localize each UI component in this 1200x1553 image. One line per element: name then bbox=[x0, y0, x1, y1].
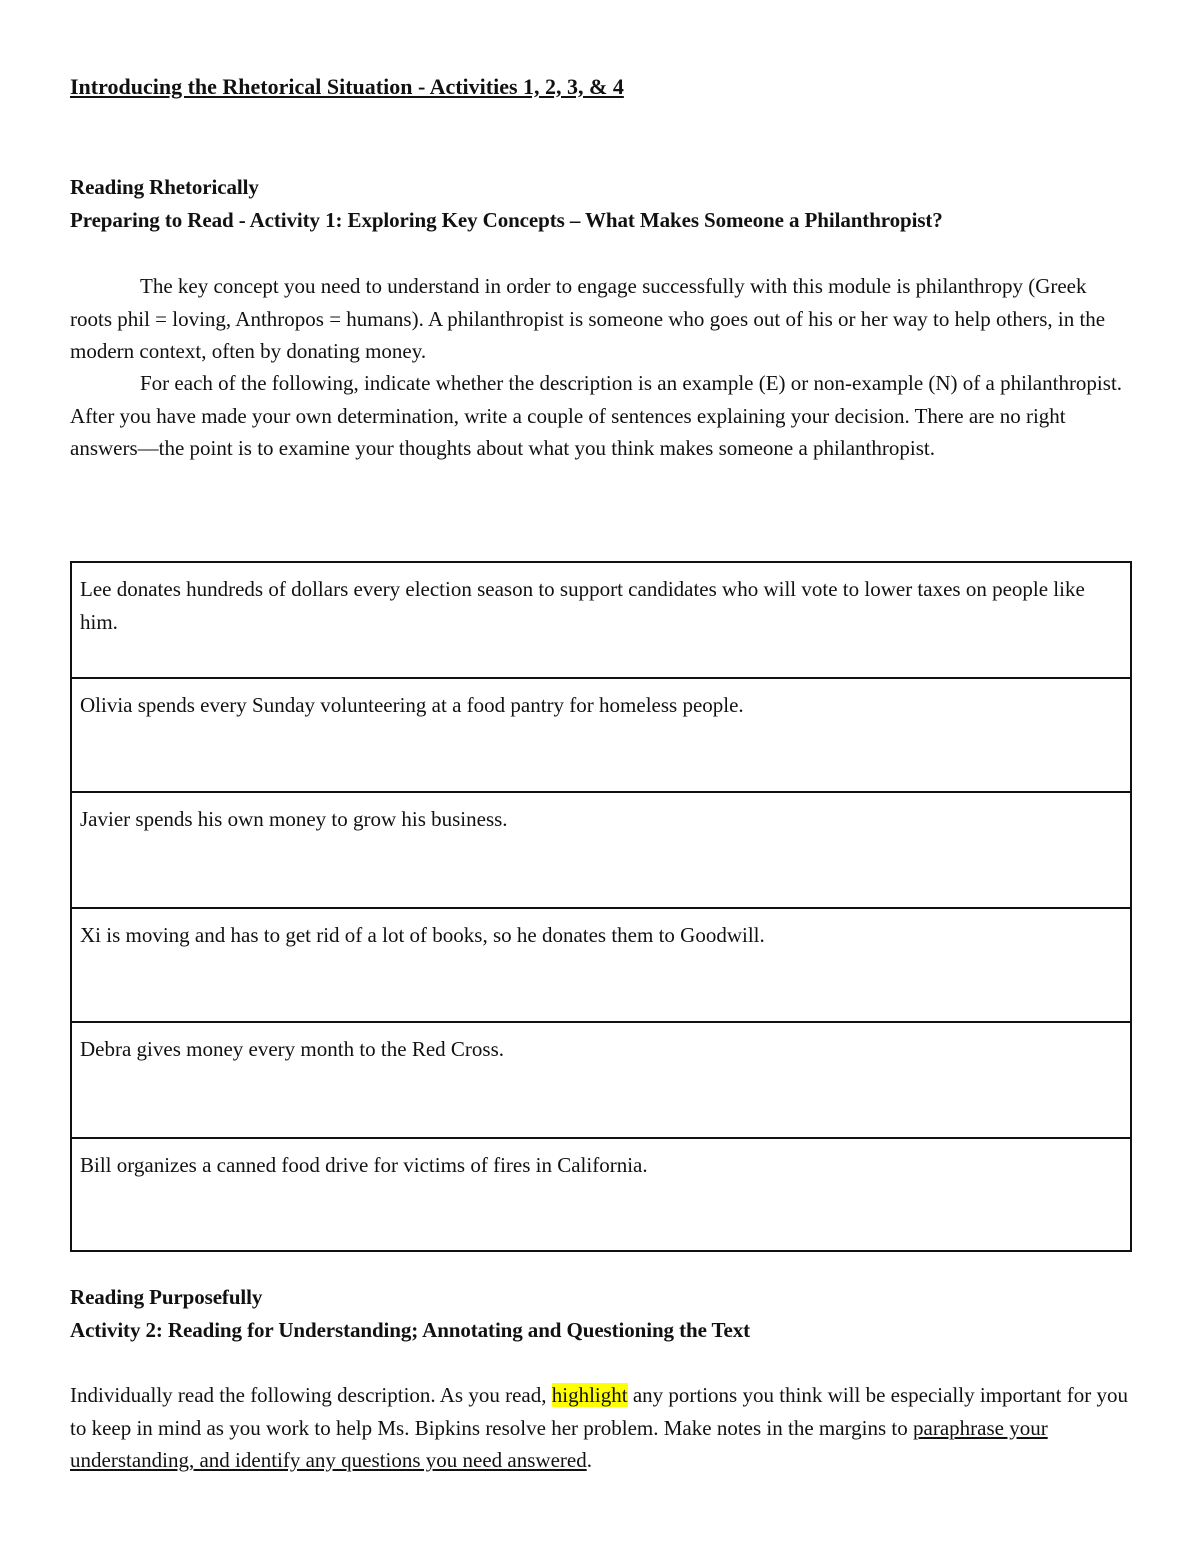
instructions-paragraph bbox=[70, 367, 1132, 465]
activity-2-heading: Activity 2: Reading for Understanding; Annotating and Questioning the Text bbox=[70, 1318, 751, 1342]
table-row[interactable]: Bill organizes a canned food drive for victims of fires in California. bbox=[80, 1153, 648, 1177]
section-heading-reading-purposefully: Reading Purposefully bbox=[70, 1285, 263, 1309]
activity-2-text-mid: any portions you think will be especially important for you to keep in mind as you work to help Ms. Bipkins resolve her problem. Make notes in the margins to bbox=[70, 1383, 1128, 1440]
highlighted-word: highlight bbox=[551, 1383, 628, 1407]
underlined-instruction: paraphrase your understanding, and identify any questions you need answered bbox=[70, 1415, 1048, 1472]
activity-1-heading: Preparing to Read - Activity 1: Exploring Key Concepts – What Makes Someone a Philanthropist? bbox=[70, 208, 943, 232]
instructions-paragraph-text: For each of the following, indicate whether the description is an example (E) or non-example (N) of a philanthropist. After you have made your own determination, write a couple of sentences explaining your decision. There are no right answers—the point is to examine your thoughts about what you think makes someone a philanthropist. bbox=[70, 371, 1123, 460]
activity-2-text-start: Individually read the following description. As you read, bbox=[70, 1383, 552, 1407]
table-row[interactable]: Javier spends his own money to grow his business. bbox=[72, 793, 1130, 909]
activity-2-text-end: . bbox=[586, 1448, 592, 1472]
table-row[interactable]: Lee donates hundreds of dollars every election season to support candidates who will vote to lower taxes on people like him. bbox=[72, 563, 1130, 679]
table-row[interactable]: Debra gives money every month to the Red Cross. bbox=[72, 1023, 1130, 1139]
intro-paragraph bbox=[70, 270, 1132, 368]
table-row[interactable]: Olivia spends every Sunday volunteering at a food pantry for homeless people. bbox=[72, 679, 1130, 793]
intro-paragraph-text: The key concept you need to understand in order to engage successfully with this module is philanthropy (Greek roots phil = loving, Anthropos = humans). A philanthropist is someone who goes out of his or her way to help others, in the modern context, often by donating money. bbox=[70, 274, 1106, 363]
document-title: Introducing the Rhetorical Situation - Activities 1, 2, 3, & 4 bbox=[70, 74, 624, 99]
examples-table bbox=[70, 561, 1132, 1252]
activity-2-paragraph bbox=[70, 1379, 1132, 1477]
section-heading-reading-rhetorically: Reading Rhetorically bbox=[70, 175, 259, 199]
table-row[interactable]: Xi is moving and has to get rid of a lot of books, so he donates them to Goodwill. bbox=[72, 909, 1130, 1023]
